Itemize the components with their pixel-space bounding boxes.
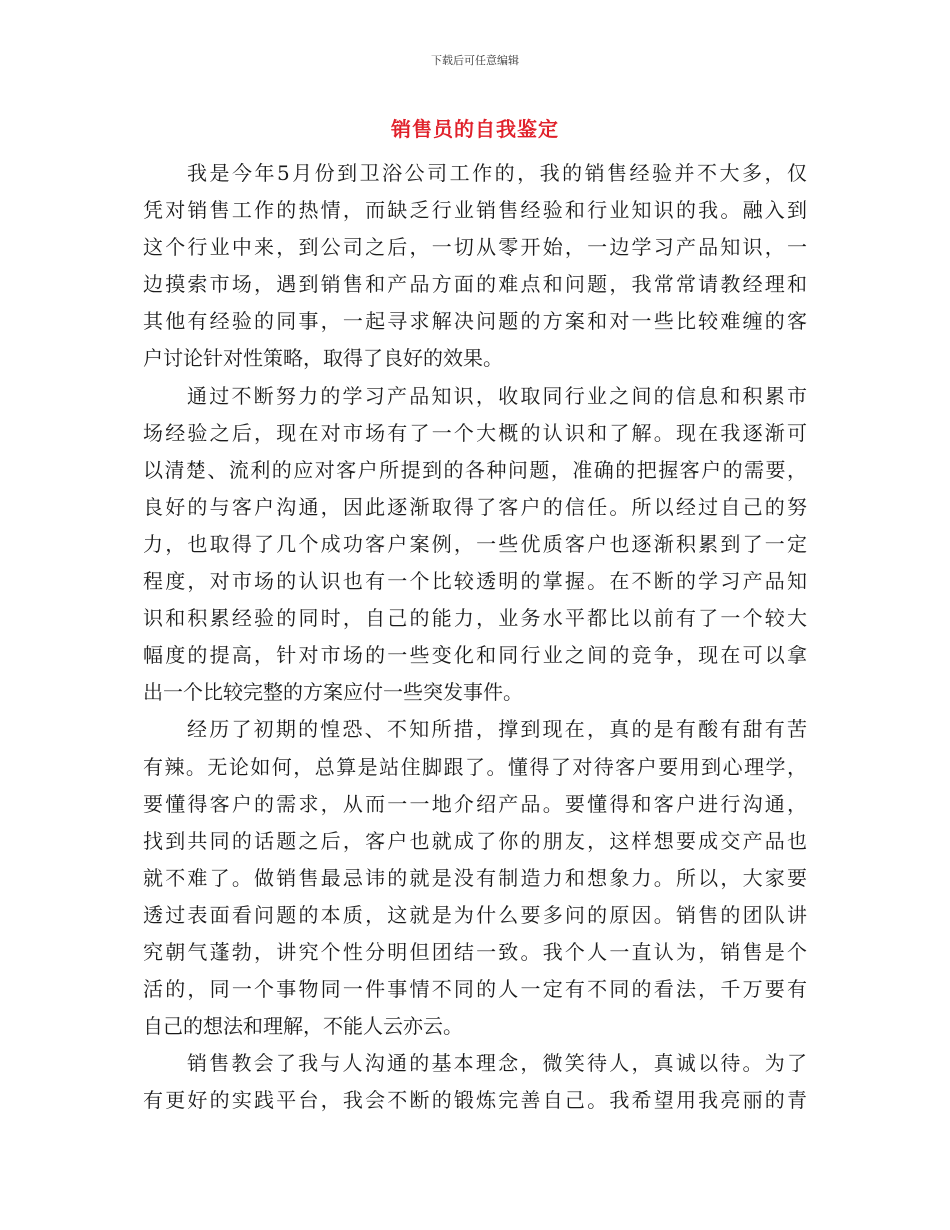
text-line: 这个行业中来，到公司之后，一切从零开始，一边学习产品知识，一 bbox=[143, 235, 807, 260]
text-line: 识和积累经验的同时，自己的能力，业务水平都比以前有了一个较大 bbox=[143, 606, 807, 631]
text-line: 良好的与客户沟通，因此逐渐取得了客户的信任。所以经过自己的努 bbox=[143, 494, 807, 519]
text-line: 找到共同的话题之后，客户也就成了你的朋友，这样想要成交产品也 bbox=[143, 828, 807, 853]
text-line: 有辣。无论如何，总算是站住脚跟了。懂得了对待客户要用到心理学， bbox=[143, 754, 807, 779]
text-line: 活的，同一个事物同一件事情不同的人一定有不同的看法，千万要有 bbox=[143, 977, 807, 1002]
text-line: 凭对销售工作的热情，而缺乏行业销售经验和行业知识的我。融入到 bbox=[143, 198, 807, 223]
text-line: 程度，对市场的认识也有一个比较透明的掌握。在不断的学习产品知 bbox=[143, 569, 807, 594]
text-line: 其他有经验的同事，一起寻求解决问题的方案和对一些比较难缠的客 bbox=[143, 309, 807, 334]
text-line: 就不难了。做销售最忌讳的就是没有制造力和想象力。所以，大家要 bbox=[143, 865, 807, 890]
paragraph-2 bbox=[143, 378, 807, 712]
text-line: 幅度的提高，针对市场的一些变化和同行业之间的竞争，现在可以拿 bbox=[143, 643, 807, 668]
text-line: 以清楚、流利的应对客户所提到的各种问题，准确的把握客户的需要， bbox=[143, 457, 807, 482]
paragraph-3 bbox=[143, 711, 807, 1045]
paragraph-4 bbox=[143, 1045, 807, 1119]
document-body bbox=[143, 155, 807, 1119]
text-line: 边摸索市场，遇到销售和产品方面的难点和问题，我常常请教经理和 bbox=[143, 272, 807, 297]
text-line: 销售教会了我与人沟通的基本理念，微笑待人，真诚以待。为了 bbox=[187, 1051, 807, 1076]
text-line: 我是今年5月份到卫浴公司工作的，我的销售经验并不大多，仅 bbox=[187, 161, 807, 185]
text-line: 出一个比较完整的方案应付一些突发事件。 bbox=[143, 680, 523, 705]
page-header: 下载后可任意编辑 bbox=[431, 54, 519, 67]
text-line: 力，也取得了几个成功客户案例，一些优质客户也逐渐积累到了一定 bbox=[143, 531, 807, 556]
text-line: 透过表面看问题的本质，这就是为什么要多问的原因。销售的团队讲 bbox=[143, 902, 807, 927]
text-line: 经历了初期的惶恐、不知所措，撑到现在，真的是有酸有甜有苦 bbox=[187, 717, 807, 742]
text-line: 有更好的实践平台，我会不断的锻炼完善自己。我希望用我亮丽的青 bbox=[143, 1088, 807, 1113]
text-line: 场经验之后，现在对市场有了一个大概的认识和了解。现在我逐渐可 bbox=[143, 420, 807, 445]
document-title: 销售员的自我鉴定 bbox=[391, 117, 559, 141]
paragraph-1 bbox=[143, 155, 807, 378]
text-line: 究朝气蓬勃，讲究个性分明但团结一致。我个人一直认为，销售是个 bbox=[143, 939, 807, 964]
text-line: 要懂得客户的需求，从而一一地介绍产品。要懂得和客户进行沟通， bbox=[143, 791, 807, 816]
text-line: 自己的想法和理解，不能人云亦云。 bbox=[143, 1014, 463, 1039]
text-line: 户讨论针对性策略，取得了良好的效果。 bbox=[143, 346, 503, 371]
text-line: 通过不断努力的学习产品知识，收取同行业之间的信息和积累市 bbox=[187, 383, 807, 408]
